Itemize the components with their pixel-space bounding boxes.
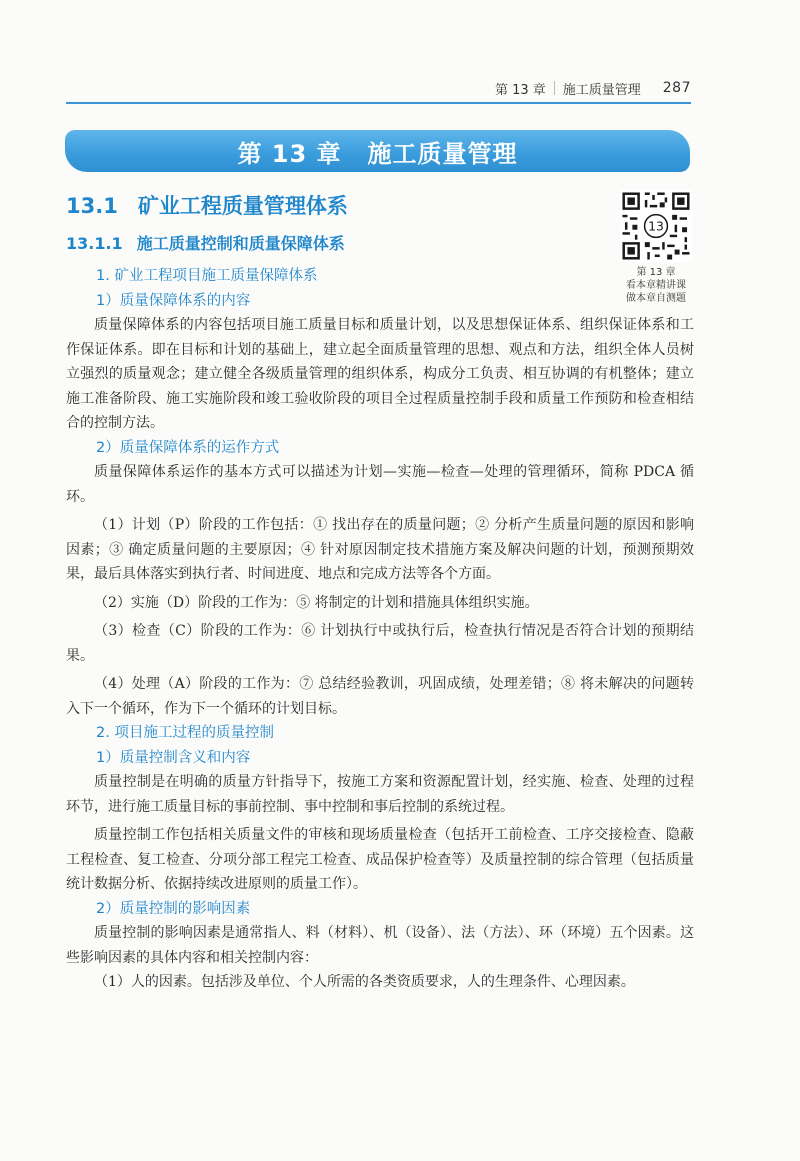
chapter-banner-title: 施工质量管理 [367, 139, 518, 168]
paragraph: （1）计划（P）阶段的工作包括：① 找出存在的质量问题；② 分析产生质量问题的原因和影响因素；③ 确定质量问题的主要原因；④ 针对原因制定技术措施方案及解决问题的计划，预测预期效果，最后具体落实到执行者、时间进度、地点和完成方法等各个方面。 [66, 517, 694, 582]
paragraph: （1）人的因素。包括涉及单位、个人所需的各类资质要求，人的生理条件、心理因素。 [94, 974, 635, 990]
paragraph: 质量保障体系运作的基本方式可以描述为计划—实施—检查—处理的管理循环，简称 PDCA 循环。 [66, 464, 694, 505]
heading-level4: 1）质量保障体系的内容 [96, 292, 251, 309]
section-heading [66, 190, 348, 220]
chapter-banner-number: 第 13 章 [237, 139, 342, 168]
running-head-separator [554, 81, 555, 95]
qr-label-quiz: 做本章自测题 [626, 293, 686, 304]
chapter-banner [65, 130, 690, 172]
paragraph: 质量控制工作包括相关质量文件的审核和现场质量检查（包括开工前检查、工序交接检查、隐蔽工程检查、复工检查、分项分部工程完工检查、成品保护检查等）及质量控制的综合管理（包括质量统计数据分析、依据持续改进原则的质量工作）。 [66, 827, 694, 892]
running-head-title: 施工质量管理 [562, 82, 641, 98]
heading-level3: 2. 项目施工过程的质量控制 [96, 725, 274, 741]
heading-level3: 1. 矿业工程项目施工质量保障体系 [96, 268, 318, 284]
paragraph: （3）检查（C）阶段的工作为：⑥ 计划执行中或执行后，检查执行情况是否符合计划的预期结果。 [66, 623, 694, 664]
heading-level4: 2）质量控制的影响因素 [96, 900, 251, 917]
paragraph: 质量控制的影响因素是通常指人、料（材料）、机（设备）、法（方法）、环（环境）五个因素。这些影响因素的具体内容和相关控制内容： [66, 925, 694, 966]
paragraph: 质量保障体系的内容包括项目施工质量目标和质量计划，以及思想保证体系、组织保证体系和工作保证体系。即在目标和计划的基础上，建立起全面质量管理的思想、观点和方法，组织全体人员树立强烈的质量观念；建立健全各级质量管理的组织体系，构成分工负责、相互协调的有机整体；建立施工准备阶段、施工实施阶段和竣工验收阶段的项目全过程质量控制手段和质量工作预防和检查相结合的控制方法。 [66, 317, 694, 431]
paragraph: 质量控制是在明确的质量方针指导下，按施工方案和资源配置计划，经实施、检查、处理的过程环节，进行施工质量目标的事前控制、事中控制和事后控制的系统过程。 [66, 774, 694, 815]
svg-text:13: 13 [648, 218, 664, 234]
heading-level4: 1）质量控制含义和内容 [96, 749, 251, 766]
qr-label-lecture: 看本章精讲课 [626, 280, 686, 291]
paragraph: （2）实施（D）阶段的工作为：⑤ 将制定的计划和措施具体组织实施。 [94, 594, 539, 611]
heading-level4: 2）质量保障体系的运作方式 [96, 439, 280, 456]
page-number: 287 [662, 80, 691, 96]
qr-code-icon[interactable] [620, 190, 692, 262]
running-head [66, 74, 691, 104]
running-head-chapter: 第 13 章 [494, 82, 546, 98]
subsection-heading [66, 231, 345, 254]
body-text [66, 264, 694, 995]
qr-label-chapter: 第 13 章 [636, 267, 676, 278]
subsection-title: 施工质量控制和质量保障体系 [136, 234, 345, 253]
subsection-number: 13.1.1 [66, 234, 123, 253]
section-number: 13.1 [66, 194, 118, 218]
section-title: 矿业工程质量管理体系 [137, 194, 348, 218]
paragraph: （4）处理（A）阶段的工作为：⑦ 总结经验教训，巩固成绩，处理差错；⑧ 将未解决的问题转入下一个循环，作为下一个循环的计划目标。 [66, 676, 694, 717]
